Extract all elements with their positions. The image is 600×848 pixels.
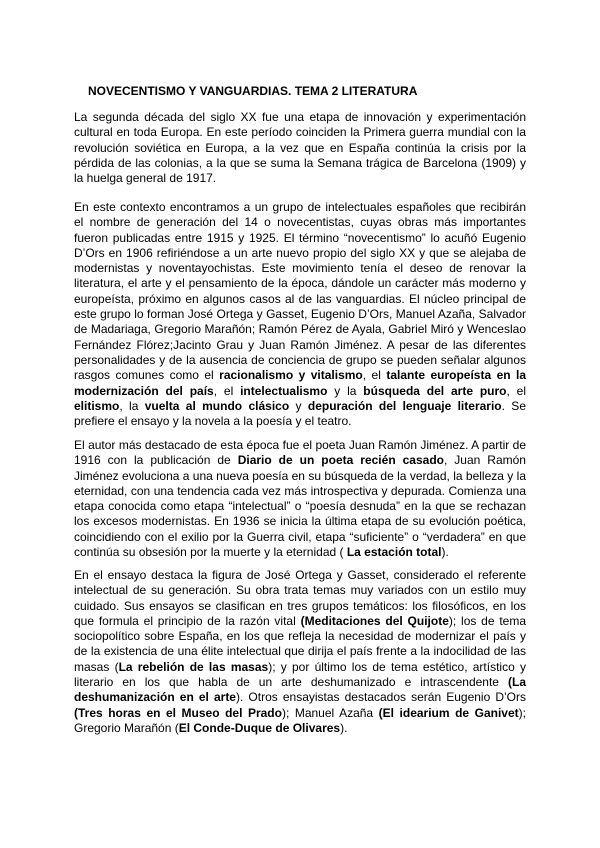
text-run: , el <box>362 368 387 383</box>
text-run: En el ensayo destaca la figura de José Ortega y Gasset, considerado el referente intelectual de su generación. Su obra trata temas muy variados con un estilo muy cuidado. Sus ensayos se clasifican en tres grupos temáticos: los filosóficos, en los que formula el principio de la razón vital <box>74 568 526 628</box>
text-run: ); Gregorio Marañón ( <box>74 705 526 735</box>
bold-text-run: La rebelión de las masas <box>118 659 269 674</box>
text-run: , la <box>119 398 145 413</box>
bold-text-run: (El idearium de Ganivet <box>378 705 519 720</box>
paragraph-juan-ramon-jimenez <box>74 438 526 560</box>
text-run: ); Manuel Azaña <box>281 705 379 720</box>
paragraph-context <box>74 110 526 186</box>
bold-text-run: (Tres horas en el Museo del Prado <box>74 705 282 720</box>
text-run: , el <box>213 383 241 398</box>
document-title: NOVECENTISMO Y VANGUARDIAS. TEMA 2 LITERATURA <box>88 84 418 98</box>
bold-text-run: búsqueda del arte puro <box>363 383 507 398</box>
text-run: La segunda década del siglo XX fue una etapa de innovación y experimentación cultural en toda Europa. En este período coinciden la Primera guerra mundial con la revolución soviética en Europa, a la vez que en España continúa la crisis por la pérdida de las colonias, a la que se suma la Semana trágica de Barcelona (1909) y la huelga general de 1917. <box>74 110 526 186</box>
bold-text-run: Diario de un poeta recién casado <box>237 453 444 468</box>
text-run: ); los de tema sociopolítico sobre España, en los que refleja la necesidad de modernizar el país y de la existencia de una élite intelectual que dirija el país frente a la indocilidad de las masas ( <box>74 613 527 674</box>
text-run: y la <box>327 383 364 398</box>
paragraph-ortega-y-gasset <box>74 568 526 736</box>
bold-text-run: (Meditaciones del Quijote <box>300 613 449 628</box>
bold-text-run: vuelta al mundo clásico <box>144 398 290 413</box>
bold-text-run: elitismo <box>74 398 120 413</box>
bold-text-run: intelectualismo <box>240 383 328 398</box>
text-run: . Se prefiere el ensayo y la novela a la poesía y el teatro. <box>74 398 526 429</box>
text-run: , el <box>506 383 527 398</box>
text-run: En este contexto encontramos a un grupo de intelectuales españoles que recibirán el nombre de generación del 14 o novecentistas, cuyas obras más importantes fueron publicadas entre 1915 y 1925. El término “novecentismo” lo acuñó Eugenio D’Ors en 1906 refiriéndose a un arte nuevo propio del siglo XX y que se alejaba de modernistas y noventayochistas. Este movimiento tenía el deseo de renovar la literatura, el arte y el pensamiento de la época, dándole un carácter más moderno y europeísta, próximo en algunos casos al de las vanguardias. El núcleo principal de este grupo lo forman José Ortega y Gasset, Eugenio D’Ors, Manuel Azaña, Salvador de Madariaga, Gregorio Marañón; Ramón Pérez de Ayala, Gabriel Miró y Wenceslao Fernández Flórez;Jacinto Grau y Juan Ramón Jiménez. A pesar de las diferentes personalidades y de la ausencia de conciencia de grupo se pueden señalar algunos rasgos comunes como el <box>74 200 526 383</box>
bold-text-run: El Conde-Duque de Olivares <box>178 720 341 735</box>
bold-text-run: depuración del lenguaje literario <box>307 398 502 413</box>
bold-text-run: La estación total <box>346 545 442 560</box>
text-run: ); y por último los de tema estético, artístico y literario en los que habla de un arte deshumanizado e intrascendente <box>74 659 526 690</box>
paragraph-novecentismo <box>74 200 526 429</box>
text-run: El autor más destacado de esta época fue el poeta Juan Ramón Jiménez. A partir de 1916 con la publicación de <box>74 438 526 468</box>
text-run: ). <box>340 720 348 735</box>
bold-text-run: talante europeísta en la modernización del país <box>74 368 527 398</box>
bold-text-run: racionalismo y vitalismo <box>219 368 363 383</box>
text-run: ). <box>441 545 449 560</box>
text-run: , Juan Ramón Jiménez evoluciona a una nueva poesía en su búsqueda de la verdad, la belleza y la eternidad, con una tendencia cada vez más introspectiva y depurada. Comienza una etapa conocida como etapa “intelectual” o “poesía desnuda” en la que se rechazan los excesos modernistas. En 1936 se inicia la última etapa de su evolución poética, coincidiendo con el exilio por la Guerra civil, etapa “suficiente” o “verdadera” en que continúa su obsesión por la muerte y la eternidad ( <box>74 453 526 560</box>
text-run: ). Otros ensayistas destacados serán Eugenio D’Ors <box>236 690 527 705</box>
text-run: y <box>289 398 308 413</box>
bold-text-run: (La deshumanización en el arte <box>74 675 526 705</box>
